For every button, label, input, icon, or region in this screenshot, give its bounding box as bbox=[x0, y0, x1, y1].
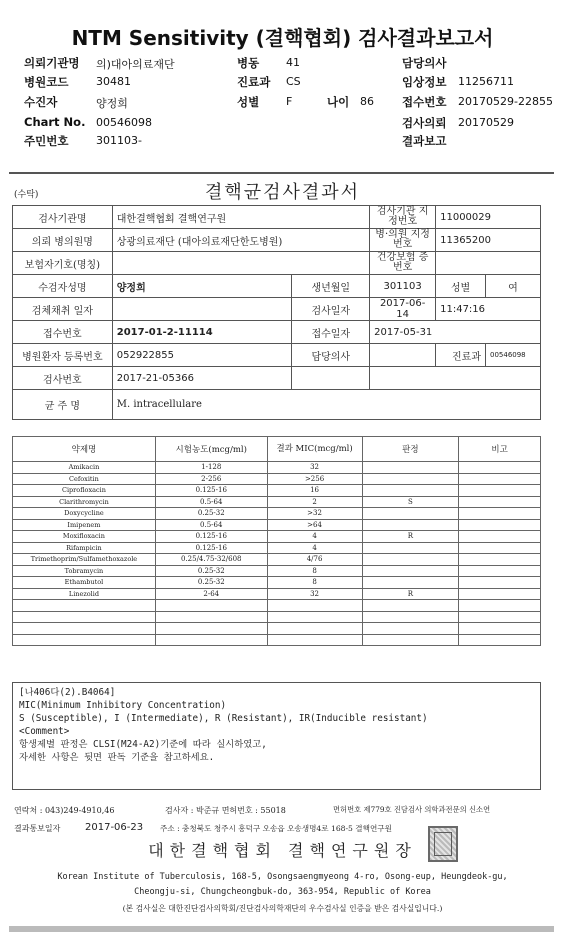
interpretation-cell bbox=[362, 554, 459, 566]
hospital-id-value: 11365200 bbox=[436, 229, 541, 252]
label-sex: 성별 bbox=[237, 95, 260, 109]
insured-value bbox=[112, 252, 369, 275]
hospital-id-label: 병·의원 지정번호 bbox=[370, 229, 436, 252]
column-header: 결과 MIC(mcg/ml) bbox=[267, 437, 362, 462]
remark-cell bbox=[459, 496, 541, 508]
organization-name-en: Korean Institute of Tuberculosis, 168-5, Osongsaengmyeong 4-ro, Osong-eup, Heungdeok-gu, bbox=[57, 872, 508, 882]
mic-cell bbox=[267, 634, 362, 646]
interpretation-cell bbox=[362, 508, 459, 520]
table-row bbox=[13, 508, 541, 520]
remark-cell bbox=[459, 485, 541, 497]
receipt-no-label: 접수번호 bbox=[13, 321, 113, 344]
table-row bbox=[13, 623, 541, 635]
interpretation-cell bbox=[362, 519, 459, 531]
test-date-value: 2017-06-14 bbox=[370, 298, 436, 321]
remark-cell bbox=[459, 519, 541, 531]
drug-name-cell: Trimethoprim/Sulfamethoxazole bbox=[13, 554, 156, 566]
label-doctor: 담당의사 bbox=[402, 56, 447, 70]
director: 면허번호 제779호 진담검사 의학과전문의 신소연 bbox=[333, 805, 491, 814]
organism-value: M. intracellulare bbox=[112, 390, 540, 420]
reg-no-label: 병원환자 등록번호 bbox=[13, 344, 113, 367]
dept-label: 진료과 bbox=[436, 344, 486, 367]
interpretation-cell: S bbox=[362, 496, 459, 508]
label-chart-no: Chart No. bbox=[24, 115, 86, 129]
test-range-cell: 2-256 bbox=[155, 473, 267, 485]
patient-label: 수검자성명 bbox=[13, 275, 113, 298]
interpretation-cell: R bbox=[362, 531, 459, 543]
insured-label: 보험자기호(명칭) bbox=[13, 252, 113, 275]
comment-line: <Comment> bbox=[19, 726, 70, 737]
drug-name-cell: Cefoxitin bbox=[13, 473, 156, 485]
doctor-label: 담당의사 bbox=[292, 344, 370, 367]
comment-line: [나406다(2).B4064] bbox=[19, 687, 116, 698]
test-date-label: 검사일자 bbox=[292, 298, 370, 321]
label-result-report: 결과보고 bbox=[402, 134, 447, 148]
column-header: 판정 bbox=[362, 437, 459, 462]
value-hospital-code: 30481 bbox=[96, 75, 131, 88]
interpretation-cell bbox=[362, 577, 459, 589]
remark-cell bbox=[459, 554, 541, 566]
drug-name-cell bbox=[13, 634, 156, 646]
value-age: 86 bbox=[360, 95, 374, 108]
institution-value: 대한결핵협회 결핵연구원 bbox=[112, 206, 369, 229]
table-row bbox=[13, 554, 541, 566]
label-age: 나이 bbox=[327, 95, 350, 109]
comment-line: 항생제별 판정은 CLSI(M24-A2)기준에 따라 실시하였고, bbox=[19, 739, 267, 750]
remark-cell bbox=[459, 565, 541, 577]
test-range-cell bbox=[155, 623, 267, 635]
hospital-value: 상광의료재단 (대아의료재단한도병원) bbox=[112, 229, 369, 252]
doctor-value bbox=[370, 344, 436, 367]
certification-note: (본 검사실은 대한진단검사의학회/진단검사의학재단의 우수검사실 인증을 받은 검사실입니다.) bbox=[122, 904, 443, 913]
interpretation-cell bbox=[362, 611, 459, 623]
drug-name-cell: Doxycycline bbox=[13, 508, 156, 520]
drug-name-cell: Moxifloxacin bbox=[13, 531, 156, 543]
mic-cell: 4/76 bbox=[267, 554, 362, 566]
table-row bbox=[13, 462, 541, 474]
test-range-cell: 0.25-32 bbox=[155, 508, 267, 520]
drug-name-cell: Rifampicin bbox=[13, 542, 156, 554]
test-range-cell: 0.125-16 bbox=[155, 485, 267, 497]
official-seal bbox=[428, 826, 458, 862]
table-row bbox=[13, 473, 541, 485]
table-row bbox=[13, 519, 541, 531]
mic-cell: >32 bbox=[267, 508, 362, 520]
institution-label: 검사기관명 bbox=[13, 206, 113, 229]
test-range-cell: 0.125-16 bbox=[155, 531, 267, 543]
report-date-label: 결과통보일자 bbox=[14, 824, 61, 833]
test-range-cell: 2-64 bbox=[155, 588, 267, 600]
test-no-label: 검사번호 bbox=[13, 367, 113, 390]
value-resident-no: 301103- bbox=[96, 134, 142, 147]
drug-name-cell: Linezolid bbox=[13, 588, 156, 600]
mic-cell: 4 bbox=[267, 542, 362, 554]
mic-cell: 8 bbox=[267, 565, 362, 577]
value-requested: 20170529 bbox=[458, 116, 514, 129]
health-id-value bbox=[436, 252, 541, 275]
test-range-cell bbox=[155, 611, 267, 623]
drug-name-cell: Clarithromycin bbox=[13, 496, 156, 508]
organization-name-kr: 대한결핵협회 결핵연구원장 bbox=[148, 841, 417, 860]
drug-name-cell bbox=[13, 600, 156, 612]
remark-cell bbox=[459, 542, 541, 554]
health-id-label: 건강보험 증번호 bbox=[370, 252, 436, 275]
drug-name-cell: Ciprofloxacin bbox=[13, 485, 156, 497]
sheet-edge bbox=[9, 926, 554, 932]
interpretation-cell bbox=[362, 600, 459, 612]
comment-line: S (Susceptible), I (Intermediate), R (Resistant), IR(Inducible resistant) bbox=[19, 713, 428, 724]
collection-value bbox=[112, 298, 292, 321]
dob-value: 301103 bbox=[370, 275, 436, 298]
drug-name-cell: Tobramycin bbox=[13, 565, 156, 577]
label-institution: 의뢰기관명 bbox=[24, 56, 80, 70]
mic-cell: >256 bbox=[267, 473, 362, 485]
designation-value: 11000029 bbox=[436, 206, 541, 229]
table-row bbox=[13, 634, 541, 646]
test-range-cell: 0.25/4.75-32/608 bbox=[155, 554, 267, 566]
dob-label: 생년월일 bbox=[292, 275, 370, 298]
test-range-cell: 1-128 bbox=[155, 462, 267, 474]
address: 주소 : 충청북도 청주시 흥덕구 오송읍 오송생명4로 168-5 결핵연구원 bbox=[160, 824, 392, 833]
value-receipt-no: 20170529-22855 bbox=[458, 95, 553, 108]
mic-cell: 32 bbox=[267, 462, 362, 474]
drug-name-cell bbox=[13, 611, 156, 623]
value-clinical-info: 11256711 bbox=[458, 75, 514, 88]
table-row bbox=[13, 611, 541, 623]
comment-box bbox=[12, 682, 541, 790]
test-range-cell: 0.125-16 bbox=[155, 542, 267, 554]
consignment-label: (수탁) bbox=[14, 190, 39, 200]
mic-cell: 2 bbox=[267, 496, 362, 508]
collection-label: 검체채취 일자 bbox=[13, 298, 113, 321]
sex-label: 성별 bbox=[436, 275, 486, 298]
examiner: 검사자 : 박준규 면허번호 : 55018 bbox=[165, 806, 286, 815]
mic-cell bbox=[267, 611, 362, 623]
interpretation-cell bbox=[362, 565, 459, 577]
designation-label: 검사기관 지정번호 bbox=[370, 206, 436, 229]
value-department: CS bbox=[286, 75, 301, 88]
contact: 연락처 : 043)249-4910,46 bbox=[14, 806, 115, 815]
label-patient: 수진자 bbox=[24, 95, 58, 109]
drug-name-cell: Ethambutol bbox=[13, 577, 156, 589]
comment-line: 자세한 사항은 뒷면 판독 기준을 참고하세요. bbox=[19, 752, 215, 763]
test-range-cell: 0.5-64 bbox=[155, 519, 267, 531]
remark-cell bbox=[459, 634, 541, 646]
table-row bbox=[13, 485, 541, 497]
mic-cell: 4 bbox=[267, 531, 362, 543]
receipt-no-value: 2017-01-2-11114 bbox=[112, 321, 292, 344]
label-requested: 검사의뢰 bbox=[402, 116, 447, 130]
test-time-value: 11:47:16 bbox=[436, 298, 541, 321]
column-header: 비고 bbox=[459, 437, 541, 462]
drug-name-cell: Amikacin bbox=[13, 462, 156, 474]
table-row bbox=[13, 565, 541, 577]
label-resident-no: 주민번호 bbox=[24, 134, 69, 148]
interpretation-cell bbox=[362, 485, 459, 497]
remark-cell bbox=[459, 531, 541, 543]
sheet-title: 결핵균검사결과서 bbox=[204, 182, 361, 203]
dept-value: 00546098 bbox=[486, 344, 541, 367]
info-table bbox=[12, 205, 541, 420]
table-row bbox=[13, 577, 541, 589]
mic-cell: 16 bbox=[267, 485, 362, 497]
drug-name-cell bbox=[13, 623, 156, 635]
comment-line: MIC(Minimum Inhibitory Concentration) bbox=[19, 700, 227, 711]
remark-cell bbox=[459, 623, 541, 635]
susceptibility-table bbox=[12, 436, 541, 646]
column-header: 시험농도(mcg/ml) bbox=[155, 437, 267, 462]
report-date: 2017-06-23 bbox=[85, 822, 144, 833]
test-range-cell: 0.25-32 bbox=[155, 565, 267, 577]
mic-cell bbox=[267, 623, 362, 635]
mic-cell: >64 bbox=[267, 519, 362, 531]
value-institution: 의)대아의료재단 bbox=[96, 58, 175, 71]
remark-cell bbox=[459, 600, 541, 612]
table-row bbox=[13, 531, 541, 543]
column-header: 약제명 bbox=[13, 437, 156, 462]
remark-cell bbox=[459, 462, 541, 474]
test-range-cell: 0.5-64 bbox=[155, 496, 267, 508]
test-range-cell: 0.25-32 bbox=[155, 577, 267, 589]
report-title: NTM Sensitivity (결핵협회) 검사결과보고서 bbox=[71, 26, 494, 50]
table-header-row bbox=[13, 437, 541, 462]
label-hospital-code: 병원코드 bbox=[24, 75, 69, 89]
organism-label: 균 주 명 bbox=[13, 390, 113, 420]
reg-no-value: 052922855 bbox=[112, 344, 292, 367]
label-ward: 병동 bbox=[237, 56, 260, 70]
remark-cell bbox=[459, 473, 541, 485]
label-department: 진료과 bbox=[237, 75, 271, 89]
interpretation-cell bbox=[362, 473, 459, 485]
remark-cell bbox=[459, 588, 541, 600]
label-clinical-info: 임상정보 bbox=[402, 75, 447, 89]
label-receipt-no: 접수번호 bbox=[402, 95, 447, 109]
remark-cell bbox=[459, 508, 541, 520]
table-row bbox=[13, 542, 541, 554]
receipt-date-label: 접수일자 bbox=[292, 321, 370, 344]
test-range-cell bbox=[155, 600, 267, 612]
interpretation-cell bbox=[362, 542, 459, 554]
test-no-value: 2017-21-05366 bbox=[112, 367, 292, 390]
value-sex: F bbox=[286, 95, 293, 108]
mic-cell bbox=[267, 600, 362, 612]
hospital-label: 의뢰 병의원명 bbox=[13, 229, 113, 252]
interpretation-cell bbox=[362, 462, 459, 474]
mic-cell: 32 bbox=[267, 588, 362, 600]
table-row bbox=[13, 588, 541, 600]
sex-value: 여 bbox=[486, 275, 541, 298]
interpretation-cell bbox=[362, 623, 459, 635]
drug-name-cell: Imipenem bbox=[13, 519, 156, 531]
interpretation-cell bbox=[362, 634, 459, 646]
remark-cell bbox=[459, 577, 541, 589]
test-range-cell bbox=[155, 634, 267, 646]
table-row bbox=[13, 600, 541, 612]
receipt-date-value: 2017-05-31 bbox=[370, 321, 541, 344]
table-row bbox=[13, 496, 541, 508]
patient-value: 양정희 bbox=[112, 275, 292, 298]
organization-address-en: Cheongju-si, Chungcheongbuk-do, 363-954, Republic of Korea bbox=[134, 887, 431, 897]
interpretation-cell: R bbox=[362, 588, 459, 600]
mic-cell: 8 bbox=[267, 577, 362, 589]
remark-cell bbox=[459, 611, 541, 623]
value-chart-no: 00546098 bbox=[96, 116, 152, 129]
value-patient: 양정희 bbox=[96, 97, 128, 110]
value-ward: 41 bbox=[286, 56, 300, 69]
